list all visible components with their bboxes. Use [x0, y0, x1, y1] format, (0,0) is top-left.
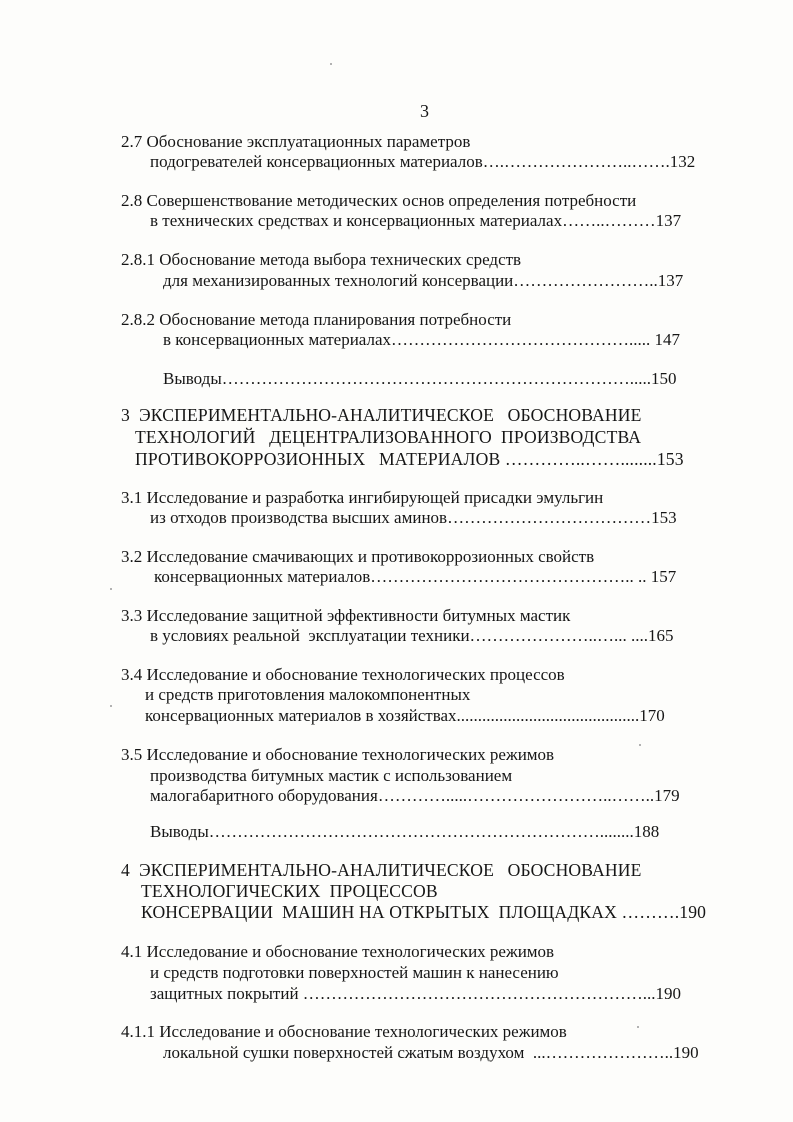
toc-entry-2-8-1-title: 2.8.1 Обоснование метода выбора технических средств — [121, 250, 522, 269]
toc-entry-3-3-page: в условиях реальной эксплуатации техники…………………..…... ....165 — [150, 626, 674, 645]
toc-entry-4-1-page: защитных покрытий ……………………………………………………...190 — [150, 984, 682, 1003]
toc-chapter-4-heading-line-1: 4 ЭКСПЕРИМЕНТАЛЬНО-АНАЛИТИЧЕСКОЕ ОБОСНОВАНИЕ — [121, 860, 642, 880]
scan-speck — [637, 1026, 639, 1028]
toc-entry-3-1-page: из отходов производства высших аминов………………………………153 — [150, 508, 677, 527]
toc-entry-2-7-title: 2.7 Обоснование эксплуатационных параметров — [121, 132, 471, 151]
toc-entry-3-4-page: консервационных материалов в хозяйствах...........................................170 — [145, 706, 665, 725]
toc-entry-3-5-line-2: производства битумных мастик с использованием — [150, 766, 513, 785]
toc-entry-3-2-title: 3.2 Исследование смачивающих и противокоррозионных свойств — [121, 547, 595, 566]
toc-entry-4-1-line-2: и средств подготовки поверхностей машин к нанесению — [150, 963, 559, 982]
toc-entry-2-8-title: 2.8 Совершенствование методических основ определения потребности — [121, 191, 637, 210]
toc-entry-3-5-page: малогабаритного оборудования………….....……………………..……..179 — [150, 786, 680, 805]
toc-entry-conclusions-3: Выводы……………………………………………………………........188 — [150, 822, 660, 841]
toc-chapter-3-heading-line-1: 3 ЭКСПЕРИМЕНТАЛЬНО-АНАЛИТИЧЕСКОЕ ОБОСНОВАНИЕ — [121, 405, 642, 425]
toc-chapter-3-heading-line-3: ПРОТИВОКОРРОЗИОННЫХ МАТЕРИАЛОВ …………..……........153 — [135, 449, 684, 469]
toc-chapter-3-heading-line-2: ТЕХНОЛОГИЙ ДЕЦЕНТРАЛИЗОВАННОГО ПРОИЗВОДСТВА — [135, 427, 642, 447]
scan-speck — [110, 705, 112, 707]
toc-entry-4-1-title: 4.1 Исследование и обоснование технологических режимов — [121, 942, 555, 961]
toc-chapter-4-heading-line-2: ТЕХНОЛОГИЧЕСКИХ ПРОЦЕССОВ — [141, 881, 438, 901]
scan-speck — [330, 63, 332, 65]
toc-entry-3-4-title: 3.4 Исследование и обоснование технологических процессов — [121, 665, 565, 684]
toc-entry-3-4-line-2: и средств приготовления малокомпонентных — [145, 685, 471, 704]
toc-entry-3-2-page: консервационных материалов……………………………………….. .. 157 — [154, 567, 677, 586]
toc-entry-2-8-2-page: в консервационных материалах……………………………………..... 147 — [163, 330, 681, 349]
toc-entry-4-1-1-page: локальной сушки поверхностей сжатым воздухом ...…………………..190 — [163, 1043, 699, 1062]
toc-entry-3-5-title: 3.5 Исследование и обоснование технологических режимов — [121, 745, 555, 764]
toc-entry-2-8-page: в технических средствах и консервационных материалах……..………137 — [150, 211, 682, 230]
page-number: 3 — [420, 101, 429, 121]
toc-entry-4-1-1-title: 4.1.1 Исследование и обоснование технологических режимов — [121, 1022, 567, 1041]
toc-entry-2-8-1-page: для механизированных технологий консервации……………………..137 — [163, 271, 684, 290]
toc-entry-3-3-title: 3.3 Исследование защитной эффективности битумных мастик — [121, 606, 571, 625]
scan-speck — [639, 744, 641, 746]
scan-speck — [110, 588, 112, 590]
toc-entry-3-1-title: 3.1 Исследование и разработка ингибирующей присадки эмульгин — [121, 488, 604, 507]
toc-entry-2-8-2-title: 2.8.2 Обоснование метода планирования потребности — [121, 310, 512, 329]
toc-entry-conclusions-2: Выводы……………………………………………………………….....150 — [163, 369, 677, 388]
toc-chapter-4-heading-line-3: КОНСЕРВАЦИИ МАШИН НА ОТКРЫТЫХ ПЛОЩАДКАХ ……….190 — [141, 902, 707, 922]
toc-entry-2-7-page: подогревателей консервационных материалов….…………………..…….132 — [150, 152, 696, 171]
